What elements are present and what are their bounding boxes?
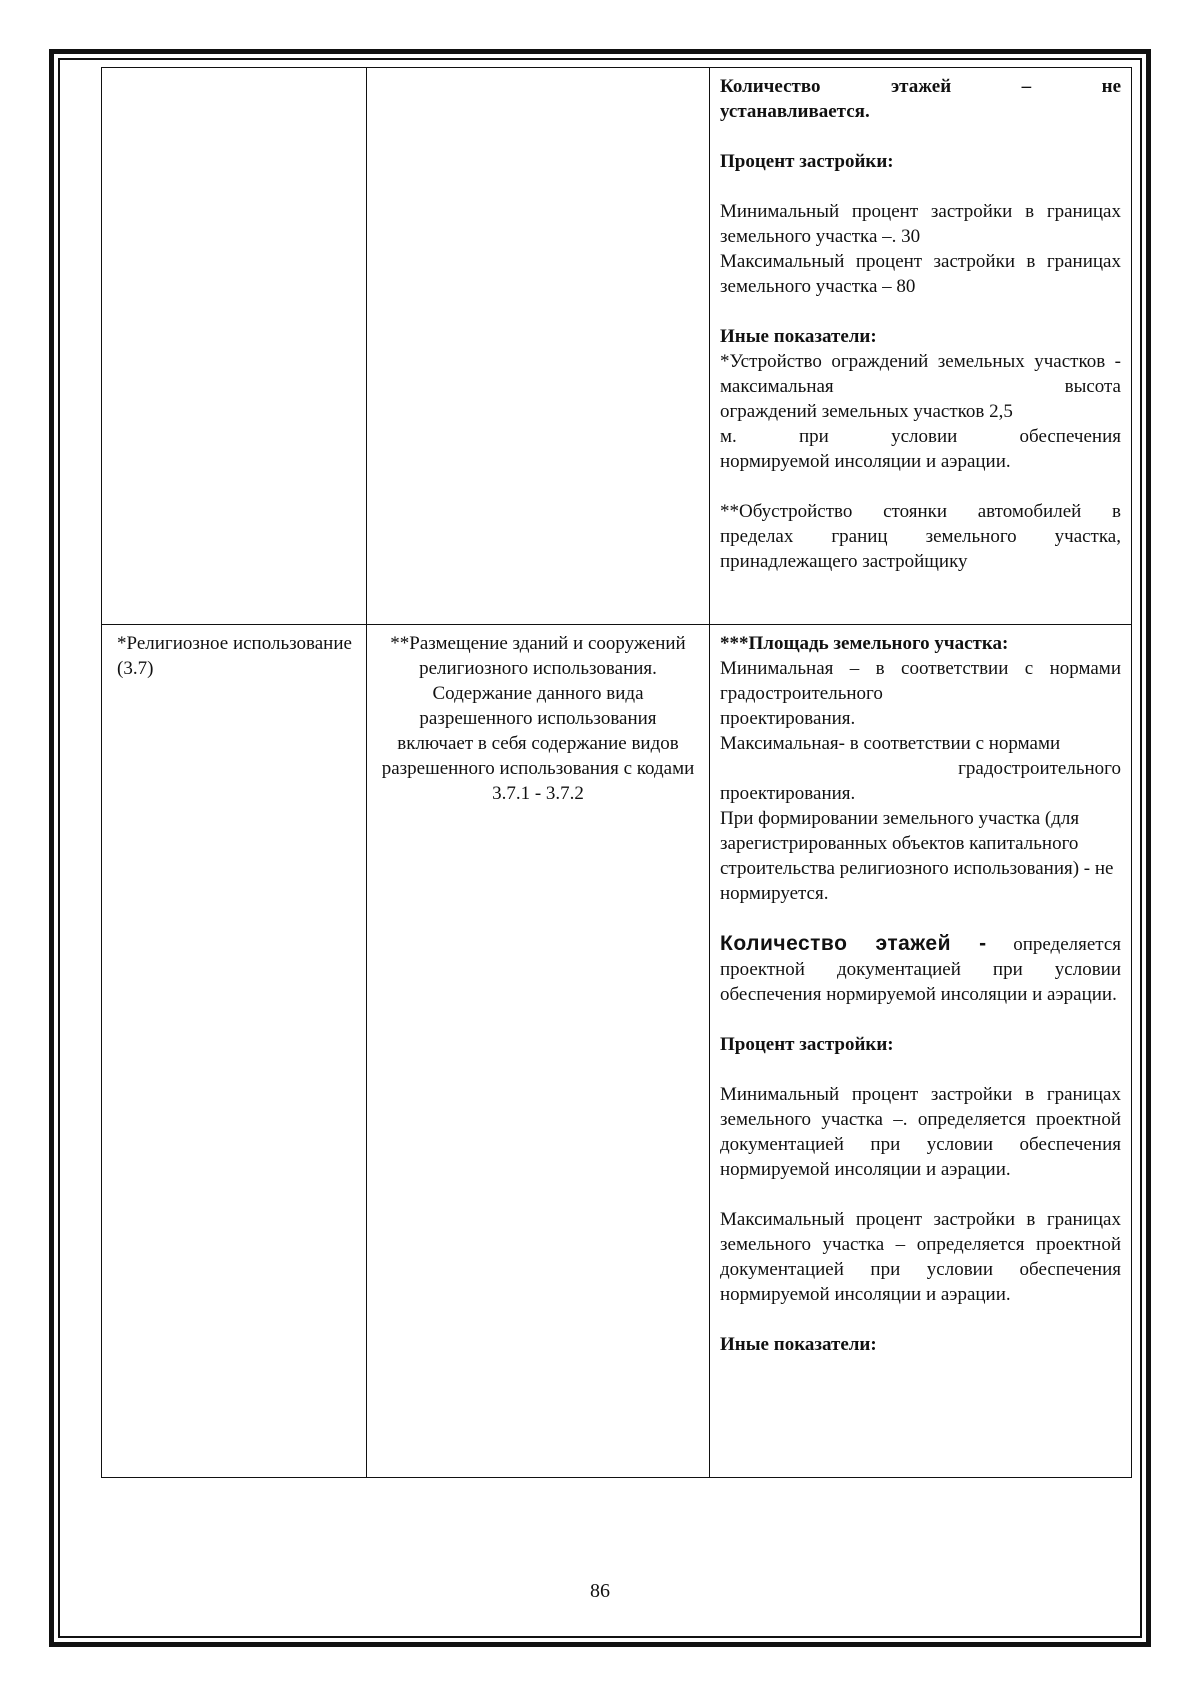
use-type-cell: *Религиозное использование (3.7)	[102, 625, 367, 1478]
area-min: Минимальная – в соответствии с нормами градостроительного	[720, 658, 1121, 704]
area-max-end: проектирования.	[720, 783, 856, 804]
area-max: Максимальная- в соответствии с нормами	[720, 733, 1061, 754]
use-type-cell	[102, 68, 367, 625]
parking-text: **Обустройство стоянки автомобилей в пределах границ земельного участка, принадлежащего застройщику	[720, 501, 1121, 572]
other-indicators-heading: Иные показатели:	[720, 1334, 877, 1355]
max-coverage: Максимальный процент застройки в границах земельного участка – определяется проектной документацией при условии обеспечения нормируемой инсоляции и аэрации.	[720, 1209, 1121, 1305]
fencing-text: *Устройство ограждений земельных участков - максимальная высота	[720, 351, 1121, 397]
area-min-end: проектирования.	[720, 708, 856, 729]
max-coverage: Максимальный процент застройки в границах земельного участка – 80	[720, 251, 1121, 297]
fencing-condition: м. при условии обеспечения	[720, 426, 1121, 447]
page-number: 86	[590, 1580, 610, 1602]
parameters-cell	[710, 68, 1132, 625]
floors-line: Количество этажей – не	[720, 76, 1121, 97]
floors-paragraph	[720, 931, 1121, 1007]
parameters-cell	[710, 625, 1132, 1478]
regulations-table	[101, 67, 1132, 1478]
coverage-heading: Процент застройки:	[720, 151, 894, 172]
area-note: При формировании земельного участка (для зарегистрированных объектов капитального строительства религиозного использования) - не нормируется.	[720, 808, 1114, 904]
other-indicators-heading: Иные показатели:	[720, 326, 877, 347]
description-cell: **Размещение зданий и сооружений религиозного использования. Содержание данного вида разрешенного использования включает в себя содержание видов разрешенного использования с кодами 3.7.1 - 3.7.2	[367, 625, 710, 1478]
coverage-heading: Процент застройки:	[720, 1034, 894, 1055]
floors-line-end: устанавливается.	[720, 101, 870, 122]
fencing-end: нормируемой инсоляции и аэрации.	[720, 451, 1011, 472]
floors-label: Количество этажей -	[720, 932, 987, 955]
min-coverage: Минимальный процент застройки в границах земельного участка –. определяется проектной документацией при условии обеспечения нормируемой инсоляции и аэрации.	[720, 1084, 1121, 1180]
description-cell	[367, 68, 710, 625]
area-heading: ***Площадь земельного участка:	[720, 633, 1009, 654]
min-coverage: Минимальный процент застройки в границах земельного участка –. 30	[720, 201, 1121, 247]
fencing-height: ограждений земельных участков 2,5	[720, 401, 1013, 422]
floors-text: определяется проектной документацией при условии обеспечения нормируемой инсоляции и аэрации.	[720, 934, 1121, 1005]
table-row	[102, 625, 1132, 1478]
table-row	[102, 68, 1132, 625]
area-max-continued: градостроительного	[958, 758, 1121, 779]
